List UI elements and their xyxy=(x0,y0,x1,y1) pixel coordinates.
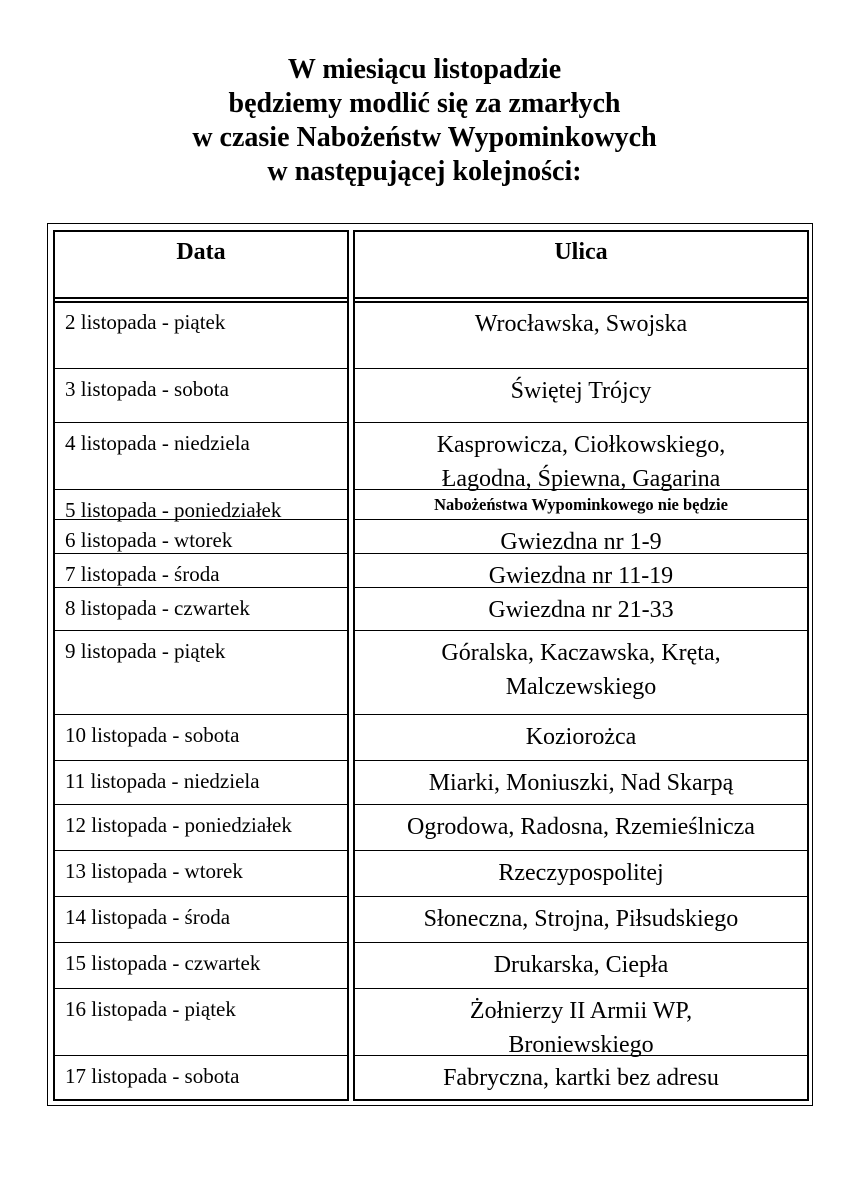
street-cell: Nabożeństwa Wypominkowego nie będzie xyxy=(434,495,728,514)
street-cell: Koziorożca xyxy=(525,724,637,750)
row-separator xyxy=(55,587,347,588)
row-separator xyxy=(55,489,347,490)
date-cell: 17 listopada - sobota xyxy=(65,1064,240,1088)
street-cell: Góralska, Kaczawska, Kręta, xyxy=(441,640,721,666)
date-cell: 11 listopada - niedziela xyxy=(65,769,260,793)
street-cell: Malczewskiego xyxy=(505,674,657,700)
date-header: Data xyxy=(176,239,226,265)
row-separator xyxy=(355,714,807,715)
street-cell: Broniewskiego xyxy=(508,1032,654,1058)
row-separator xyxy=(355,850,807,851)
row-separator xyxy=(355,896,807,897)
row-separator xyxy=(55,804,347,805)
date-cell: 16 listopada - piątek xyxy=(65,997,236,1021)
street-cell: Żołnierzy II Armii WP, xyxy=(469,998,693,1024)
street-cell: Gwiezdna nr 11-19 xyxy=(488,563,674,589)
date-cell: 5 listopada - poniedziałek xyxy=(65,498,282,522)
row-separator xyxy=(355,630,807,631)
date-cell: 4 listopada - niedziela xyxy=(65,431,250,455)
date-cell: 7 listopada - środa xyxy=(65,562,220,586)
row-separator xyxy=(55,760,347,761)
row-separator xyxy=(355,297,807,299)
row-separator xyxy=(55,850,347,851)
street-cell: Wrocławska, Swojska xyxy=(474,311,688,337)
date-cell: 2 listopada - piątek xyxy=(65,310,226,334)
street-header: Ulica xyxy=(554,239,608,265)
row-separator xyxy=(355,587,807,588)
street-cell: Świętej Trójcy xyxy=(510,378,652,404)
street-cell: Miarki, Moniuszki, Nad Skarpą xyxy=(428,770,734,796)
row-separator xyxy=(355,422,807,423)
row-separator xyxy=(355,988,807,989)
row-separator xyxy=(55,368,347,369)
date-cell: 9 listopada - piątek xyxy=(65,639,226,663)
row-separator xyxy=(355,519,807,520)
row-separator xyxy=(355,553,807,554)
date-cell: 15 listopada - czwartek xyxy=(65,951,261,975)
title-line: w następującej kolejności: xyxy=(267,156,582,187)
date-cell: 8 listopada - czwartek xyxy=(65,596,250,620)
street-cell: Słoneczna, Strojna, Piłsudskiego xyxy=(423,906,739,932)
date-cell: 10 listopada - sobota xyxy=(65,723,240,747)
row-separator xyxy=(355,489,807,490)
street-column xyxy=(353,230,809,1101)
row-separator xyxy=(55,297,347,299)
row-separator xyxy=(55,422,347,423)
row-separator xyxy=(55,553,347,554)
street-cell: Drukarska, Ciepła xyxy=(493,952,669,978)
street-cell: Kasprowicza, Ciołkowskiego, xyxy=(436,432,726,458)
date-cell: 14 listopada - środa xyxy=(65,905,231,929)
page-title xyxy=(0,53,849,189)
date-cell: 6 listopada - wtorek xyxy=(65,528,233,552)
row-separator xyxy=(55,988,347,989)
date-column xyxy=(53,230,349,1101)
row-separator xyxy=(55,519,347,520)
row-separator xyxy=(55,896,347,897)
street-cell: Gwiezdna nr 1-9 xyxy=(500,529,662,555)
title-line: W miesiącu listopadzie xyxy=(287,54,562,85)
row-separator xyxy=(55,301,347,303)
row-separator xyxy=(355,760,807,761)
date-cell: 13 listopada - wtorek xyxy=(65,859,243,883)
row-separator xyxy=(55,630,347,631)
row-separator xyxy=(55,714,347,715)
title-line: będziemy modlić się za zmarłych xyxy=(228,88,621,119)
street-cell: Rzeczypospolitej xyxy=(498,860,664,886)
row-separator xyxy=(355,368,807,369)
row-separator xyxy=(355,301,807,303)
date-cell: 12 listopada - poniedziałek xyxy=(65,813,292,837)
row-separator xyxy=(355,942,807,943)
street-cell: Łagodna, Śpiewna, Gagarina xyxy=(441,466,721,492)
street-cell: Gwiezdna nr 21-33 xyxy=(488,597,674,623)
row-separator xyxy=(55,942,347,943)
street-cell: Ogrodowa, Radosna, Rzemieślnicza xyxy=(407,814,755,840)
date-cell: 3 listopada - sobota xyxy=(65,377,229,401)
street-cell: Fabryczna, kartki bez adresu xyxy=(443,1065,719,1091)
row-separator xyxy=(355,804,807,805)
row-separator xyxy=(355,1055,807,1056)
title-line: w czasie Nabożeństw Wypominkowych xyxy=(192,122,657,153)
row-separator xyxy=(55,1055,347,1056)
